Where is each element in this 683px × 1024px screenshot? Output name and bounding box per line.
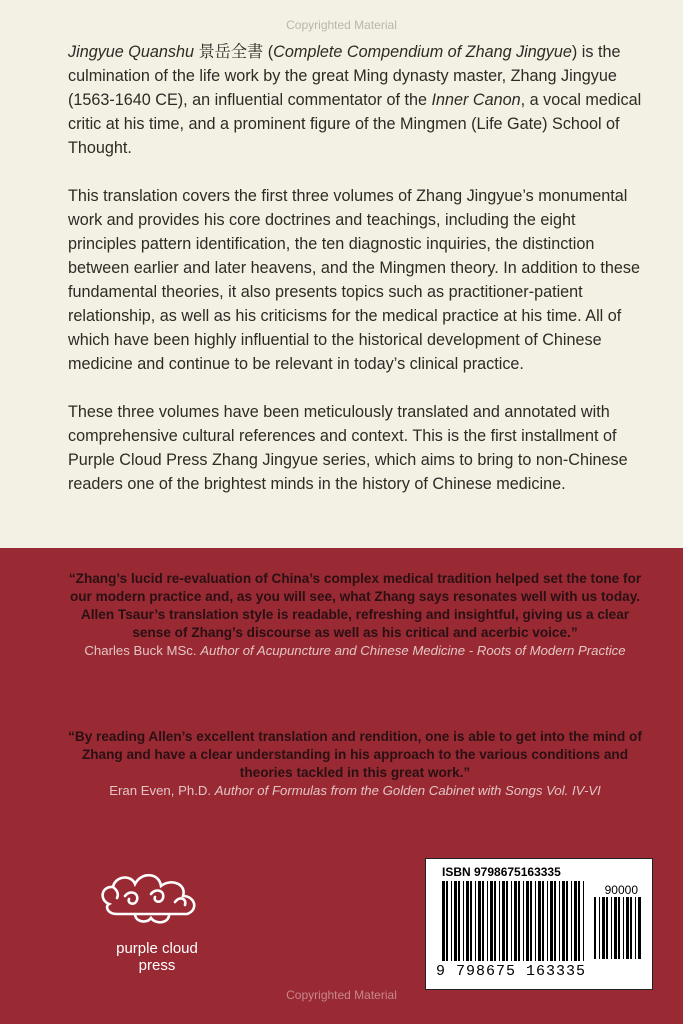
barcode-bar [535, 881, 536, 961]
quote-attribution [60, 782, 650, 800]
barcode-bar [502, 881, 505, 961]
barcode-bar [559, 881, 560, 961]
barcode-bar [463, 881, 464, 961]
ean-digits: 9 798675 163335 [436, 963, 587, 980]
description-paragraph-2 [68, 184, 643, 376]
barcode-bar [578, 881, 580, 961]
barcode-bar [594, 897, 596, 959]
price-barcode-bars [592, 897, 642, 961]
barcode-bar [599, 897, 600, 959]
barcode-bar [482, 881, 484, 961]
book-title-chinese: 景岳全書 [198, 43, 264, 61]
paragraph-text: This translation covers the first three volumes of Zhang Jingyue’s monumental work and provides his core doctrines and teachings, including the eight principles pattern identification, the ten diagnostic inquiries, the distinction between earlier and later heavens, and the Mingmen theory. In addition to these fundamental theories, it also presents topics such as practitioner-patient relationship, as well as his criticisms for the medical practice at his time. All of which have been highly influential to the historical development of Chinese medicine and continue to be relevant in today’s clinical practice. [68, 187, 641, 373]
paragraph-text: is the culmination of the life work by the great Ming dynasty master, Zhang Jingyue (1563-1640 CE), an influential commentator of the [68, 43, 621, 109]
barcode-bar [446, 881, 448, 961]
barcode-bar [562, 881, 565, 961]
book-title: Jingyue Quanshu [68, 43, 194, 61]
paragraph-text: , a vocal medical critic at his time, and a prominent figure of the Mingmen (Life Gate) School of Thought. [68, 91, 642, 157]
barcode-bar [550, 881, 553, 961]
quote-text: “By reading Allen’s excellent translation and rendition, one is able to get into the mind of Zhang and have a clear understanding in his approach to the various conditions and theories tackled in this great work.” [68, 729, 642, 780]
inner-canon-title: Inner Canon [431, 91, 521, 109]
quote-text: “Zhang’s lucid re-evaluation of China’s complex medical tradition helped set the tone for our modern practice and, as you will see, what Zhang says resonates well with us today. Allen Tsaur’s translation style is readable, refreshing and insightful, giving us a clear sense of Zhang’s discourse as well as his critical and acerbic voice.” [68, 571, 642, 640]
cloud-logo-icon [95, 860, 219, 932]
quote-work-title: Acupuncture and Chinese Medicine - Roots of Modern Practice [256, 643, 626, 658]
barcode-bar [574, 881, 577, 961]
barcode-bar [487, 881, 488, 961]
barcode-bar [514, 881, 517, 961]
quote-author: Charles Buck MSc. [84, 643, 197, 658]
price-code: 90000 [604, 883, 638, 897]
barcode-bar [630, 897, 632, 959]
author-of-label: Author of [214, 783, 269, 798]
barcode-bar [499, 881, 500, 961]
barcode-bar [614, 897, 617, 959]
barcode-bar [623, 897, 624, 959]
watermark-top: Copyrighted Material [286, 18, 397, 32]
barcode-bar [475, 881, 476, 961]
barcode-bar [466, 881, 469, 961]
barcode-bar [442, 881, 445, 961]
isbn-barcode [425, 858, 653, 990]
ean-barcode-bars [440, 881, 586, 963]
barcode-bar [638, 897, 641, 959]
barcode-bar [554, 881, 556, 961]
paragraph-text: These three volumes have been meticulously translated and annotated with comprehensive cultural references and context. This is the first installment of Purple Cloud Press Zhang Jingyue series, which aims to bring to non-Chinese readers one of the brightest minds in the history of Chinese medicine. [68, 403, 628, 493]
barcode-bar [542, 881, 544, 961]
quote-attribution [60, 642, 650, 660]
barcode-bar [611, 897, 612, 959]
author-of-label: Author of [200, 643, 254, 658]
barcode-bar [571, 881, 572, 961]
barcode-bar [538, 881, 541, 961]
barcode-bar [470, 881, 472, 961]
barcode-bar [478, 881, 481, 961]
publisher-name: purple cloud [116, 940, 198, 957]
barcode-bar [626, 897, 629, 959]
book-subtitle: Complete Compendium of Zhang Jingyue [273, 43, 572, 61]
barcode-bar [458, 881, 460, 961]
barcode-bar [526, 881, 529, 961]
barcode-bar [511, 881, 512, 961]
description-paragraph-1: Jingyue Quanshu 景岳全書 (Complete Compendium of Zhang Jingyue) is the culmination of the life work by the great Ming dynasty master, Zhang Jingyue (1563-1640 CE), an influential commentator of the Inner Canon, a vocal medical critic at his time, and a prominent figure of the Mingmen (Life Gate) School of Thought. [68, 43, 642, 157]
quote-work-title: Formulas from the Golden Cabinet with Songs Vol. IV-VI [271, 783, 601, 798]
barcode-bar [566, 881, 568, 961]
praise-quote-1 [60, 570, 650, 660]
praise-quote-2 [60, 728, 650, 800]
quote-author: Eran Even, Ph.D. [109, 783, 212, 798]
barcode-bar [490, 881, 493, 961]
publisher-logo [82, 860, 232, 990]
watermark-bottom: Copyrighted Material [286, 988, 397, 1002]
barcode-bar [506, 881, 508, 961]
barcode-bar [523, 881, 524, 961]
description-paragraph-3 [68, 400, 643, 496]
barcode-bar [518, 881, 520, 961]
barcode-bar [530, 881, 532, 961]
isbn-label: ISBN 9798675163335 [442, 865, 561, 879]
publisher-name-line2: press [138, 957, 176, 974]
barcode-bar [451, 881, 452, 961]
barcode-bar [547, 881, 548, 961]
barcode-bar [454, 881, 457, 961]
barcode-bar [635, 897, 636, 959]
barcode-bar [583, 881, 584, 961]
barcode-bar [602, 897, 605, 959]
barcode-bar [494, 881, 496, 961]
barcode-bar [606, 897, 608, 959]
barcode-bar [618, 897, 620, 959]
